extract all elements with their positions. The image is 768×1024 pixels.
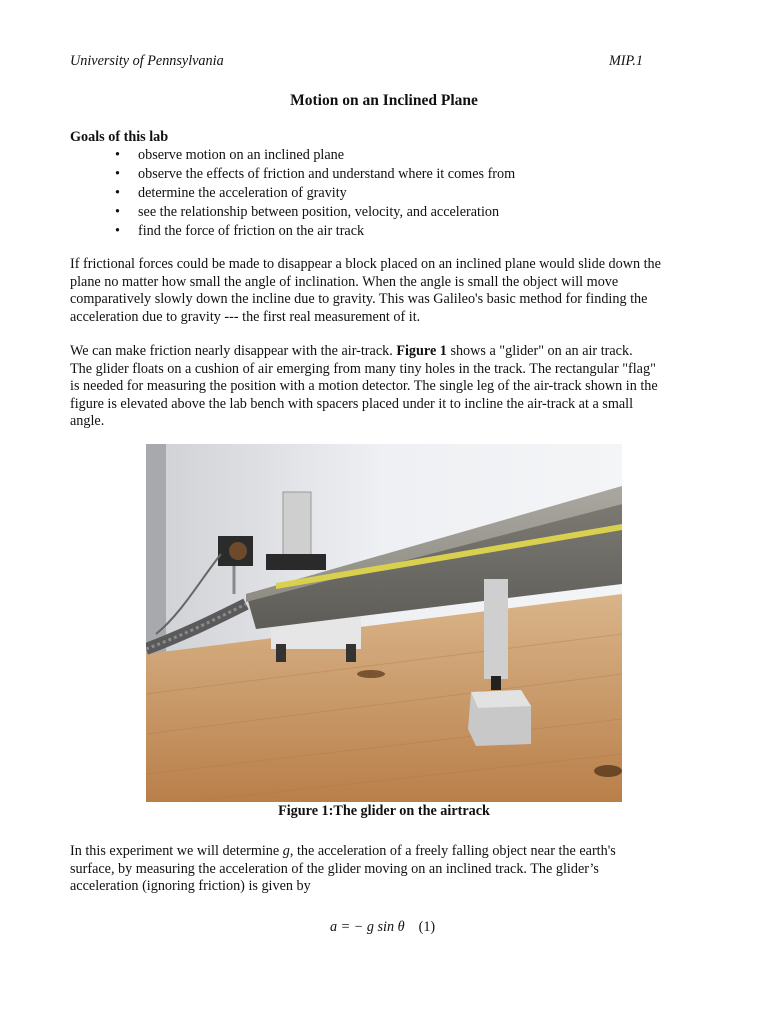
goal-item: • observe the effects of friction and understand where it comes from (113, 165, 515, 184)
paragraph-line: acceleration (ignoring friction) is given by (70, 878, 311, 894)
goals-list (113, 146, 515, 241)
goal-item: • observe motion on an inclined plane (113, 146, 515, 165)
paragraph-line: plane no matter how small the angle of inclination. When the angle is small the object will move (70, 273, 619, 290)
equation-1 (330, 918, 435, 936)
figure-caption: Figure 1:The glider on the airtrack (278, 803, 490, 819)
goal-item: • determine the acceleration of gravity (113, 184, 515, 203)
paragraph-line: comparatively slowly down the incline due to gravity. This was Galileo's basic method for finding the (70, 291, 648, 307)
airtrack-photo (146, 444, 622, 802)
support-foot (346, 644, 356, 662)
bench-hole (594, 765, 622, 777)
airtrack-paragraph (70, 342, 710, 430)
text-run: , the acceleration of a freely falling object near the earth's (289, 843, 616, 859)
page-title: Motion on an Inclined Plane (290, 92, 478, 109)
intro-paragraph (70, 255, 710, 325)
paragraph-line: If frictional forces could be made to disappear a block placed on an inclined plane would slide down the (70, 256, 661, 272)
paragraph-line: acceleration due to gravity --- the first real measurement of it. (70, 308, 421, 325)
equation-body: a = − g sin θ (330, 919, 405, 935)
goal-item: • find the force of friction on the air track (113, 222, 515, 241)
track-leg (484, 579, 508, 679)
paragraph-line: angle. (70, 413, 105, 429)
goals-heading: Goals of this lab (70, 129, 169, 145)
experiment-paragraph (70, 842, 710, 895)
paragraph-line: is needed for measuring the position with a motion detector. The single leg of the air-track shown in the (70, 378, 658, 394)
variable-g: g (282, 843, 290, 859)
header-doc-id: MIP.1 (608, 53, 643, 69)
bench-hole (357, 670, 385, 678)
support-foot (276, 644, 286, 662)
detector-sensor (229, 542, 247, 560)
spacer-top (471, 690, 531, 708)
equation-number: (1) (418, 919, 436, 935)
text-run: We can make friction nearly disappear with the air-track. (70, 343, 397, 359)
glider (266, 554, 326, 570)
leg-foot (491, 676, 501, 690)
paragraph-line: The glider floats on a cushion of air emerging from many tiny holes in the track. The rectangular "flag" (70, 360, 656, 377)
paragraph-line: figure is elevated above the lab bench with spacers placed under it to incline the air-track at a small (70, 395, 634, 412)
airtrack-illustration (146, 444, 622, 802)
paragraph-line (70, 342, 710, 360)
goal-item: • see the relationship between position, velocity, and acceleration (113, 203, 515, 222)
text-run: shows a "glider" on an air track. (446, 343, 633, 359)
glider-flag (283, 492, 311, 557)
paragraph-line (70, 842, 710, 860)
figure-reference: Figure 1 (396, 343, 447, 359)
paragraph-line: surface, by measuring the acceleration of the glider moving on an inclined track. The glider’s (70, 860, 599, 877)
header-institution: University of Pennsylvania (70, 53, 224, 69)
text-run: In this experiment we will determine (70, 843, 283, 859)
